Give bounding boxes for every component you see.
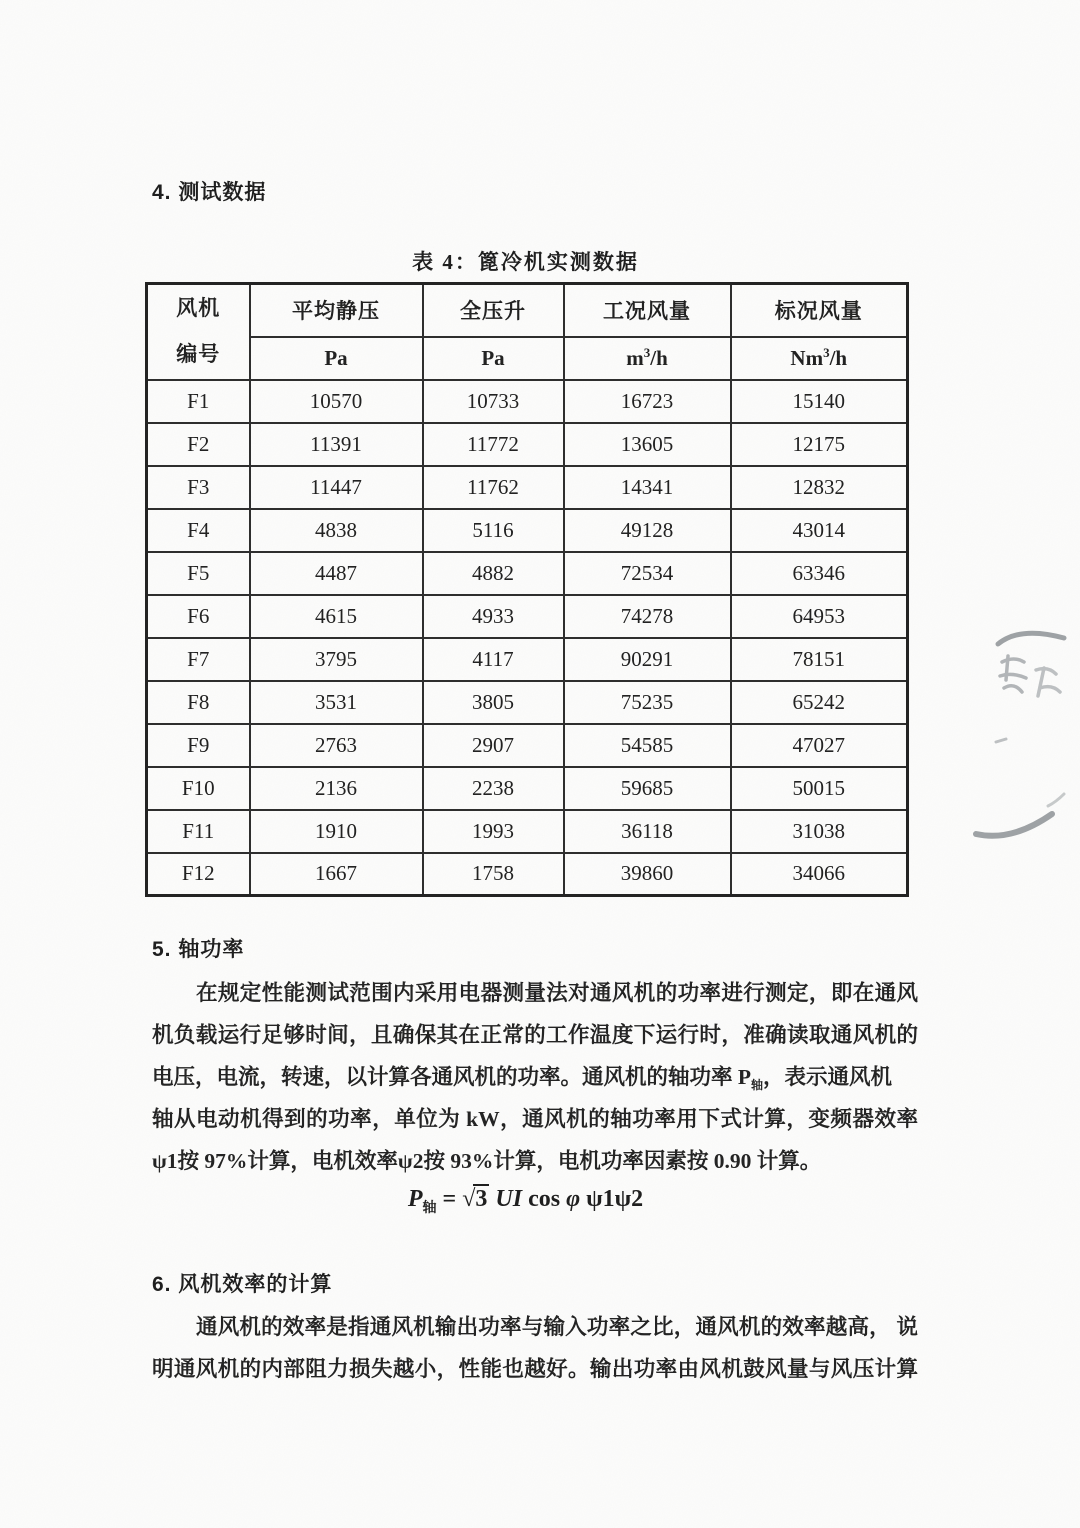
table-row xyxy=(147,810,908,853)
unit-standard-flow xyxy=(731,337,908,380)
value-cell: 4933 xyxy=(423,595,564,638)
value-cell: 74278 xyxy=(564,595,731,638)
fan-id-cell: F2 xyxy=(147,423,250,466)
section5-paragraph-line1: 在规定性能测试范围内采用电器测量法对通风机的功率进行测定，即在通风 xyxy=(196,981,918,1005)
table-header xyxy=(147,284,908,380)
section6-heading: 6. 风机效率的计算 xyxy=(152,1273,333,1296)
sqrt-radicand: 3 xyxy=(475,1186,488,1212)
table-row xyxy=(147,853,908,896)
line3-text-after: ，表示通风机 xyxy=(763,1065,893,1089)
formula-p-subscript: 轴 xyxy=(422,1201,437,1216)
formula-p: P xyxy=(407,1186,423,1212)
value-cell: 59685 xyxy=(564,767,731,810)
partial-ink-stamp-icon xyxy=(952,596,1080,852)
table-row xyxy=(147,681,908,724)
value-cell: 2136 xyxy=(250,767,423,810)
value-cell: 3805 xyxy=(423,681,564,724)
value-cell: 1758 xyxy=(423,853,564,896)
formula-psi: ψ1ψ2 xyxy=(586,1186,644,1212)
formula-cos: cos xyxy=(528,1186,561,1212)
fan-id-cell: F7 xyxy=(147,638,250,681)
value-cell: 2763 xyxy=(250,724,423,767)
table-row xyxy=(147,423,908,466)
unit-per-h: /h xyxy=(829,346,848,370)
header-total-pressure-rise: 全压升 xyxy=(423,284,564,337)
table-body xyxy=(147,380,908,896)
value-cell: 54585 xyxy=(564,724,731,767)
fan-id-cell: F11 xyxy=(147,810,250,853)
section5-paragraph-line4: 轴从电动机得到的功率，单位为 kW，通风机的轴功率用下式计算，变频器效率 xyxy=(152,1107,918,1131)
value-cell: 3531 xyxy=(250,681,423,724)
value-cell: 1993 xyxy=(423,810,564,853)
table-row xyxy=(147,552,908,595)
value-cell: 34066 xyxy=(731,853,908,896)
value-cell: 43014 xyxy=(731,509,908,552)
formula-ui: UI xyxy=(495,1186,523,1212)
table-row xyxy=(147,595,908,638)
value-cell: 3795 xyxy=(250,638,423,681)
value-cell: 14341 xyxy=(564,466,731,509)
unit-sup3: 3 xyxy=(643,345,651,360)
value-cell: 4615 xyxy=(250,595,423,638)
value-cell: 2907 xyxy=(423,724,564,767)
value-cell: 11391 xyxy=(250,423,423,466)
table-row xyxy=(147,466,908,509)
unit-operating-flow xyxy=(564,337,731,380)
fan-id-cell: F3 xyxy=(147,466,250,509)
value-cell: 4487 xyxy=(250,552,423,595)
value-cell: 78151 xyxy=(731,638,908,681)
value-cell: 90291 xyxy=(564,638,731,681)
value-cell: 39860 xyxy=(564,853,731,896)
unit-m: m xyxy=(626,346,644,370)
value-cell: 13605 xyxy=(564,423,731,466)
fan-id-cell: F10 xyxy=(147,767,250,810)
section5-heading: 5. 轴功率 xyxy=(152,938,245,961)
table-caption: 表 4：篦冷机实测数据 xyxy=(412,250,639,274)
formula-phi: φ xyxy=(566,1186,581,1212)
value-cell: 1667 xyxy=(250,853,423,896)
value-cell: 64953 xyxy=(731,595,908,638)
table-row xyxy=(147,509,908,552)
header-avg-static-pressure: 平均静压 xyxy=(250,284,423,337)
value-cell: 2238 xyxy=(423,767,564,810)
fan-id-cell: F8 xyxy=(147,681,250,724)
value-cell: 10570 xyxy=(250,380,423,423)
header-operating-flow: 工况风量 xyxy=(564,284,731,337)
section5-paragraph-line3 xyxy=(152,1060,918,1093)
value-cell: 4838 xyxy=(250,509,423,552)
header-standard-flow: 标况风量 xyxy=(731,284,908,337)
value-cell: 10733 xyxy=(423,380,564,423)
table-row xyxy=(147,767,908,810)
table-row xyxy=(147,724,908,767)
header-fan-id xyxy=(147,284,250,380)
shaft-power-formula xyxy=(145,1186,906,1217)
value-cell: 11447 xyxy=(250,466,423,509)
value-cell: 16723 xyxy=(564,380,731,423)
value-cell: 72534 xyxy=(564,552,731,595)
value-cell: 50015 xyxy=(731,767,908,810)
value-cell: 11762 xyxy=(423,466,564,509)
unit-nm: Nm xyxy=(790,346,824,370)
section6-paragraph-line1: 通风机的效率是指通风机输出功率与输入功率之比，通风机的效率越高， 说 xyxy=(196,1315,918,1339)
value-cell: 4117 xyxy=(423,638,564,681)
unit-avg-static-pressure: Pa xyxy=(250,337,423,380)
table-row xyxy=(147,380,908,423)
value-cell: 63346 xyxy=(731,552,908,595)
fan-data-table xyxy=(145,282,909,897)
value-cell: 15140 xyxy=(731,380,908,423)
fan-id-cell: F5 xyxy=(147,552,250,595)
fan-id-cell: F1 xyxy=(147,380,250,423)
sqrt-sign: √ xyxy=(462,1186,474,1212)
section6-paragraph-line2: 明通风机的内部阻力损失越小，性能也越好。输出功率由风机鼓风量与风压计算 xyxy=(152,1357,918,1381)
line3-text-before: 电压，电流，转速，以计算各通风机的功率。通风机的轴功率 P xyxy=(152,1065,752,1089)
header-fan-id-line1: 风机 xyxy=(176,296,221,320)
value-cell: 1910 xyxy=(250,810,423,853)
section5-paragraph-line2: 机负载运行足够时间，且确保其在正常的工作温度下运行时，准确读取通风机的 xyxy=(152,1023,918,1047)
fan-id-cell: F6 xyxy=(147,595,250,638)
section4-heading: 4. 测试数据 xyxy=(152,181,267,204)
header-fan-id-line2: 编号 xyxy=(176,342,221,366)
value-cell: 36118 xyxy=(564,810,731,853)
fan-id-cell: F4 xyxy=(147,509,250,552)
section5-paragraph-line5: ψ1按 97%计算，电机效率ψ2按 93%计算，电机功率因素按 0.90 计算。 xyxy=(152,1149,822,1173)
value-cell: 47027 xyxy=(731,724,908,767)
value-cell: 12175 xyxy=(731,423,908,466)
value-cell: 12832 xyxy=(731,466,908,509)
value-cell: 75235 xyxy=(564,681,731,724)
value-cell: 11772 xyxy=(423,423,564,466)
value-cell: 4882 xyxy=(423,552,564,595)
table-row xyxy=(147,638,908,681)
value-cell: 5116 xyxy=(423,509,564,552)
p-shaft-subscript: 轴 xyxy=(751,1078,764,1092)
fan-id-cell: F9 xyxy=(147,724,250,767)
formula-equals: = xyxy=(442,1186,457,1212)
value-cell: 65242 xyxy=(731,681,908,724)
unit-per-h: /h xyxy=(650,346,668,370)
unit-total-pressure-rise: Pa xyxy=(423,337,564,380)
value-cell: 31038 xyxy=(731,810,908,853)
fan-id-cell: F12 xyxy=(147,853,250,896)
unit-sup3: 3 xyxy=(823,345,830,360)
value-cell: 49128 xyxy=(564,509,731,552)
